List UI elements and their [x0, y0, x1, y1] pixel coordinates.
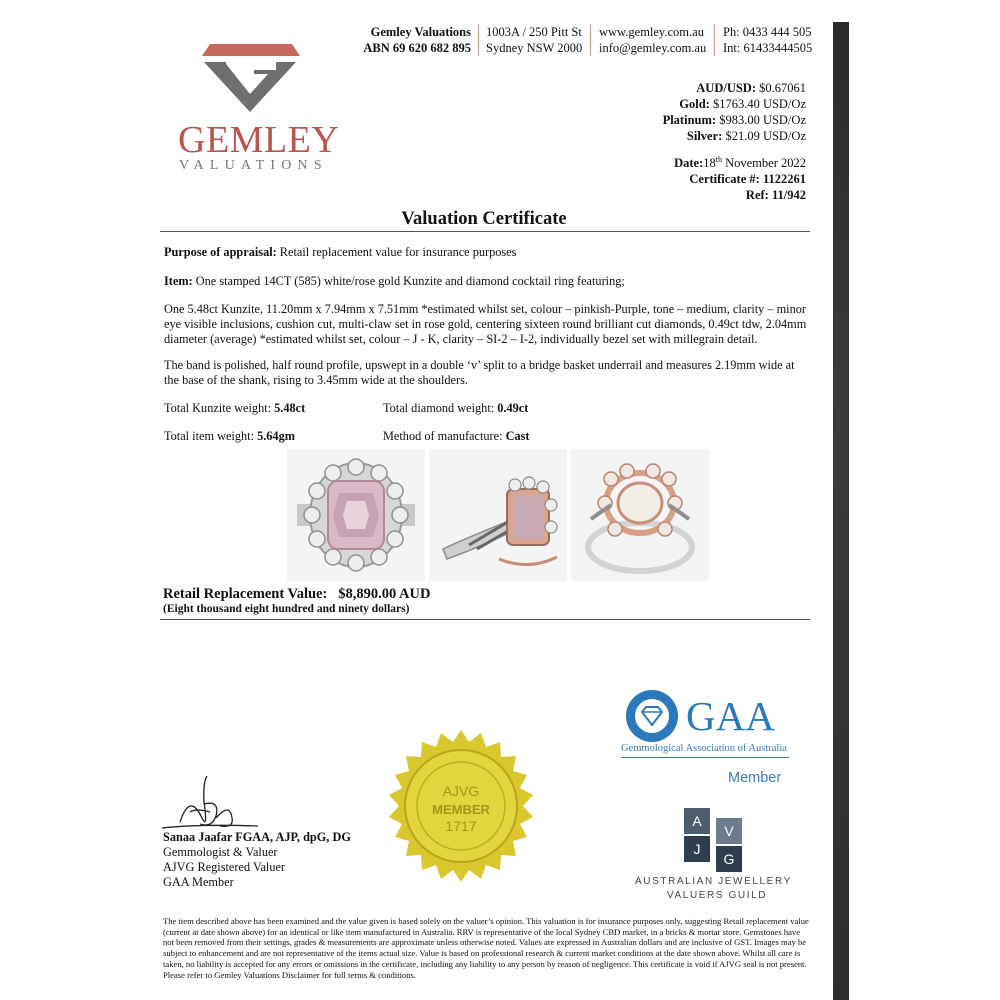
- ref-label: Ref:: [745, 188, 769, 203]
- company-name: Gemley Valuations: [370, 25, 471, 39]
- header-divider: [590, 24, 591, 56]
- address-line-1: 1003A / 250 Pitt St: [486, 25, 582, 39]
- date-suffix: th: [715, 155, 722, 164]
- seal-line-1: AJVG: [442, 783, 480, 799]
- web-block: [599, 24, 706, 56]
- gaa-rule: [621, 757, 789, 758]
- header-divider: [478, 24, 479, 56]
- stone-description: One 5.48ct Kunzite, 11.20mm x 7.94mm x 7.51mm *estimated whilst set, colour – pinkish-Purple, tone – medium, clarity – minor eye visible inclusions, cushion cut, multi-claw set in rose gold, centering sixteen round brilliant cut diamonds, 0.49ct tdw, 2.04mm diameter (average) *estimated whilst set, colour – J - K, clarity – SI-2 – I-2, individually bezel set with millegrain detail.: [164, 302, 807, 346]
- retail-value-amount: $8,890.00 AUD: [338, 586, 431, 602]
- retail-value-words: (Eight thousand eight hundred and ninety dollars): [163, 603, 410, 615]
- kunzite-weight: [164, 401, 384, 416]
- item-label: Item:: [164, 274, 193, 288]
- address-block: [486, 24, 582, 56]
- aud-usd-label: AUD/USD:: [696, 81, 756, 95]
- phone-number: Ph: 0433 444 505: [723, 25, 812, 39]
- certificate-number: 1122261: [762, 172, 806, 187]
- certificate-meta: [600, 152, 806, 203]
- seal-line-2: MEMBER: [432, 802, 490, 817]
- retail-value-label: Retail Replacement Value:: [163, 586, 328, 602]
- ajvg-letter-g: G: [716, 846, 742, 872]
- ring-photo-top-view: [287, 449, 425, 581]
- ajvg-letter-j: J: [684, 836, 710, 862]
- value-rule: [160, 619, 810, 620]
- rates-block: [600, 80, 806, 144]
- signatory-block: [163, 830, 351, 890]
- email-link[interactable]: info@gemley.com.au: [599, 41, 707, 55]
- retail-value-line: [163, 586, 430, 603]
- kunzite-weight-label: Total Kunzite weight:: [164, 401, 275, 415]
- signatory-role-3: GAA Member: [163, 875, 234, 889]
- gold-label: Gold:: [679, 97, 710, 111]
- item-weight: [164, 429, 384, 444]
- ajvg-letter-a: A: [684, 808, 710, 834]
- item-weight-label: Total item weight:: [164, 429, 258, 443]
- address-line-2: Sydney NSW 2000: [486, 41, 583, 55]
- website-link[interactable]: www.gemley.com.au: [599, 25, 704, 39]
- item-text: One stamped 14CT (585) white/rose gold Kunzite and diamond cocktail ring featuring;: [192, 274, 625, 288]
- ref-number: 11/942: [771, 188, 806, 203]
- silver-label: Silver:: [686, 129, 723, 143]
- intl-phone-number: Int: 61433444505: [723, 41, 813, 55]
- diamond-weight-value: 0.49ct: [497, 401, 529, 415]
- diamond-weight: [383, 401, 643, 416]
- ajvg-name-line-2: VALUERS GUILD: [667, 890, 768, 901]
- ring-photo-side-view: [429, 449, 567, 581]
- item-line: [164, 274, 809, 289]
- purpose-label: Purpose of appraisal:: [164, 245, 277, 259]
- gaa-full-name: Gemmological Association of Australia: [621, 743, 787, 754]
- logo-wordmark: GEMLEY: [178, 119, 340, 161]
- phone-block: [723, 24, 812, 56]
- date-label: Date:: [674, 156, 704, 171]
- seal-line-3: 1717: [445, 818, 477, 834]
- ring-photo-basket-view: [571, 449, 709, 581]
- signatory-name: Sanaa Jaafar FGAA, AJP, dpG, DG: [163, 830, 351, 844]
- aud-usd-value: $0.67061: [759, 81, 806, 95]
- header-divider: [714, 24, 715, 56]
- ajvg-letter-v: V: [716, 818, 742, 844]
- document-title: Valuation Certificate: [401, 209, 567, 229]
- title-rule: [160, 231, 810, 232]
- certificate-label: Certificate #:: [689, 172, 760, 187]
- diamond-weight-label: Total diamond weight:: [383, 401, 498, 415]
- signatory-role-1: Gemmologist & Valuer: [163, 845, 278, 859]
- gold-value: $1763.40 USD/Oz: [712, 97, 806, 111]
- gaa-member-label: Member: [728, 770, 782, 786]
- date-day: 18: [703, 156, 716, 171]
- gem-logo-icon: [196, 34, 306, 114]
- item-weight-value: 5.64gm: [257, 429, 295, 443]
- manufacture-method-value: Cast: [505, 429, 530, 443]
- signatory-role-2: AJVG Registered Valuer: [163, 860, 286, 874]
- ajvg-name-line-1: AUSTRALIAN JEWELLERY: [635, 876, 792, 887]
- disclaimer-text: The item described above has been examined and the value given is based solely on the valuer’s opinion. This valuation is for insurance purposes only, suggesting Retail replacement value (current at date shown above) for an identical or like item manufactured in Australia. RRV is representative of the local Sydney CBD market, in a bricks & mortar store. Gemstones have not been removed from their settings, grades & measurements are approximate unless otherwise noted. Values are expressed in Australian dollars and are inclusive of GST. Images may be subject to enhancement and are not representative of the items actual size. Value is based on professional research & current market conditions at the date shown above. Whilst all care is taken, no liability is accepted for any errors or omissions in the certificate, including any liability to any person by reason of negligence. This certificate is void if AJVG seal is not present. Please refer to Gemley Valuations Disclaimer for full terms & conditions.: [163, 916, 809, 980]
- handwritten-signature: [160, 772, 260, 834]
- manufacture-method: [383, 429, 643, 444]
- platinum-value: $983.00 USD/Oz: [719, 113, 806, 127]
- date-rest: November 2022: [721, 156, 806, 171]
- purpose-line: [164, 245, 809, 260]
- page-edge-bar: [833, 22, 849, 1000]
- silver-value: $21.09 USD/Oz: [725, 129, 806, 143]
- manufacture-method-label: Method of manufacture:: [383, 429, 506, 443]
- ajvg-seal: [383, 728, 539, 884]
- platinum-label: Platinum:: [662, 113, 717, 127]
- gaa-emblem-icon: [624, 688, 680, 744]
- kunzite-weight-value: 5.48ct: [274, 401, 306, 415]
- logo-subtitle: VALUATIONS: [179, 158, 328, 173]
- company-abn: ABN 69 620 682 895: [363, 41, 471, 55]
- gaa-wordmark: GAA: [686, 693, 775, 739]
- purpose-text: Retail replacement value for insurance purposes: [276, 245, 517, 259]
- band-description: The band is polished, half round profile, upswept in a double ‘v’ split to a bridge basket underrail and measures 2.19mm wide at the base of the shank, rising to 3.45mm wide at the shoulders.: [164, 358, 795, 387]
- company-block: [355, 24, 471, 56]
